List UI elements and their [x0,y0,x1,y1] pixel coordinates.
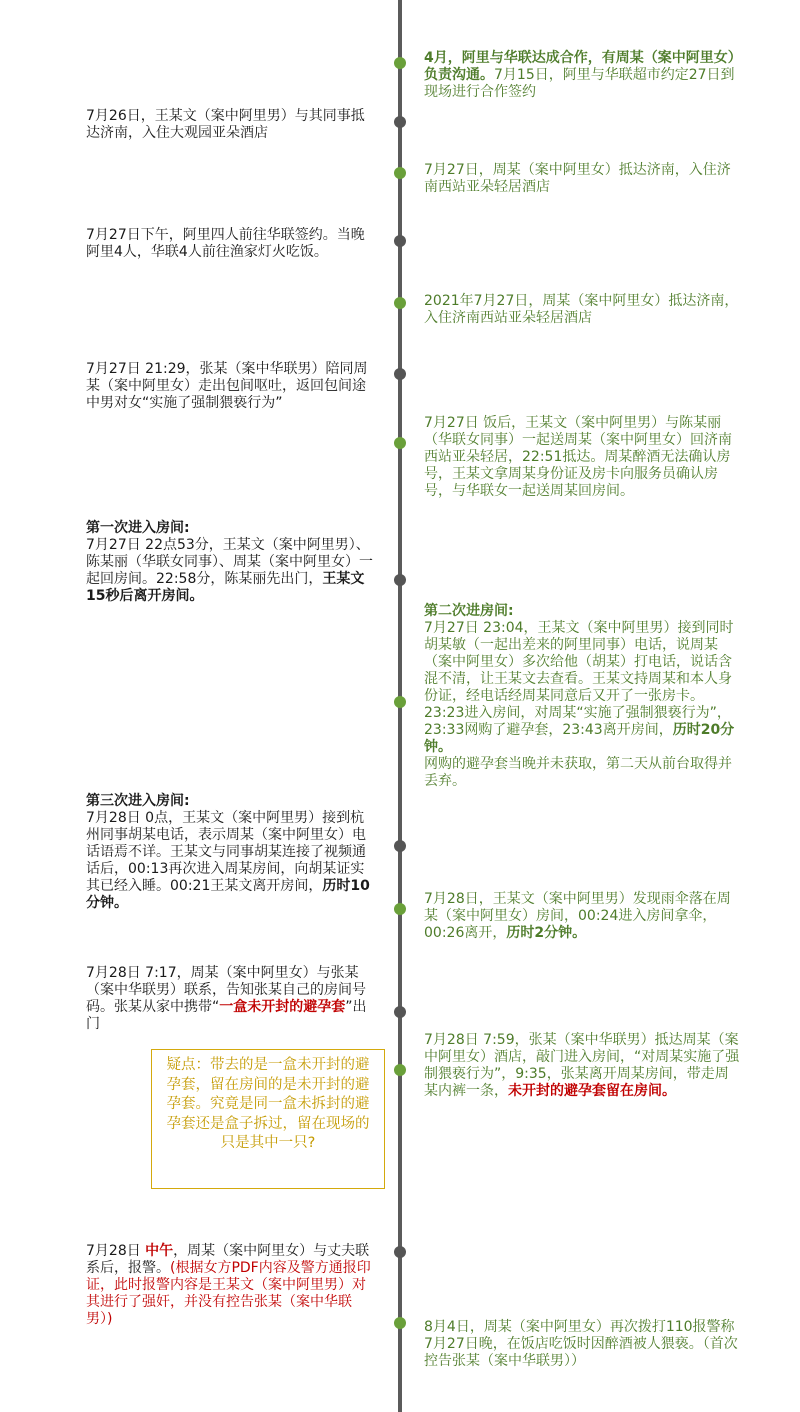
event-0727-arrival [424,162,742,196]
event-0726-arrival [86,108,378,142]
event-2021-0727-arrival [424,293,742,327]
event-duration: 历时20分钟。 [424,722,735,755]
event-0804-report [424,1319,742,1370]
event-text: 7月15日，阿里与华联超市约定27日到现场进行合作签约 [424,67,735,100]
event-first-entry [86,520,378,605]
event-text: 7月28日 0点，王某文（案中阿里男）接到杭州同事胡某电话，表示周某（案中阿里女）电话语焉不详。王某文与同事胡某连接了视频通话后，00:13再次进入周某房间，向胡某证实其已经入睡。00:21王某文离开房间， [86,810,366,894]
event-0728-noon-report [86,1243,378,1328]
event-highlight: 中午 [145,1243,174,1259]
timeline-dot [394,116,406,128]
event-duration: 王某文15秒后离开房间。 [86,571,365,604]
event-highlight: 一盒未开封的避孕套 [219,999,346,1015]
timeline-dot [394,1006,406,1018]
event-april-cooperation [424,50,742,101]
event-text: 7月27日 饭后，王某文（案中阿里男）与陈某丽（华联女同事）一起送周某（案中阿里女）回济南西站亚朵轻居，22:51抵达。周某醉酒无法确认房号，王某文拿周某身份证及房卡向服务员确认房号，与华联女一起送周某回房间。 [424,415,732,499]
timeline-dot [394,1317,406,1329]
event-duration: 历时2分钟。 [506,925,587,941]
doubt-note-box [151,1049,385,1189]
timeline-dot [394,297,406,309]
event-text: 7月27日 23:04，王某文（案中阿里男）接到同时胡某敏（一起出差来的阿里同事）电话，说周某（案中阿里女）多次给他（胡某）打电话，说话含混不清，让王某文去查看。王某文持周某和本人身份证，经电话经周某同意后又开了一张房卡。23:23进入房间，对周某“实施了强制猥亵行为”，23:33网购了避孕套，23:43离开房间， [424,620,734,738]
event-text: 7月28日 7:59，张某（案中华联男）抵达周某（案中阿里女）酒店，敲门进入房间，“对周某实施了强制猥亵行为”，9:35，张某离开周某房间，带走周某内裤一条， [424,1032,740,1099]
event-text: 4月，阿里与华联达成合作，有周某（案中阿里女）负责沟通。 [424,50,742,83]
event-highlight: 未开封的避孕套留在房间。 [508,1083,676,1099]
timeline-dot [394,696,406,708]
note-text: 疑点：带去的是一盒未开封的避孕套，留在房间的是未开封的避孕套。究竟是同一盒未拆封的避孕套还是盒子拆过，留在现场的只是其中一只? [166,1057,370,1151]
timeline-dot [394,1246,406,1258]
event-highlight: (根据女方PDF内容及警方通报印证，此时报警内容是王某文（案中阿里男）对其进行了强奸，并没有控告张某（案中华联男）) [86,1260,371,1327]
event-text: 网购的避孕套当晚并未获取，第二天从前台取得并丢弃。 [424,756,732,789]
event-0727-afternoon [86,227,378,261]
event-umbrella [424,891,742,942]
event-0727-2129 [86,361,378,412]
event-text: ，周某（案中阿里女）与丈夫联系后，报警。 [86,1243,370,1276]
event-0728-0717 [86,965,378,1033]
event-text: ”出门 [86,999,367,1032]
event-text: 7月26日，王某文（案中阿里男）与其同事抵达济南，入住大观园亚朵酒店 [86,108,365,141]
event-heading: 第三次进入房间: [86,793,190,809]
event-third-entry [86,793,378,912]
timeline-dot [394,903,406,915]
timeline-dot [394,167,406,179]
timeline-dot [394,368,406,380]
event-second-entry [424,603,742,790]
event-heading: 第一次进入房间: [86,520,190,536]
timeline-dot [394,1064,406,1076]
event-text: 7月28日 7:17，周某（案中阿里女）与张某（案中华联男）联系，告知张某自己的房间号码。张某从家中携带“ [86,965,366,1015]
timeline-dot [394,574,406,586]
event-text: 7月27日 21:29，张某（案中华联男）陪同周某（案中阿里女）走出包间呕吐，返回包间途中男对女“实施了强制猥亵行为” [86,361,368,411]
event-text: 7月28日 [86,1243,146,1259]
timeline-dot [394,840,406,852]
event-text: 7月28日，王某文（案中阿里男）发现雨伞落在周某（案中阿里女）房间，00:24进入房间拿伞，00:26离开， [424,891,731,941]
event-0728-0759 [424,1032,742,1100]
timeline-dot [394,57,406,69]
event-heading: 第二次进房间: [424,603,514,619]
event-text: 7月27日 22点53分，王某文（案中阿里男）、陈某丽（华联女同事）、周某（案中阿里女）一起回房间。22:58分，陈某丽先出门， [86,537,373,587]
event-0727-after-dinner [424,415,742,500]
event-text: 7月27日，周某（案中阿里女）抵达济南，入住济南西站亚朵轻居酒店 [424,162,731,195]
timeline-dot [394,437,406,449]
event-text: 7月27日下午，阿里四人前往华联签约。当晚阿里4人，华联4人前往渔家灯火吃饭。 [86,227,365,260]
event-text: 2021年7月27日，周某（案中阿里女）抵达济南，入住济南西站亚朵轻居酒店 [424,293,739,326]
event-duration: 历时10分钟。 [86,878,370,911]
event-text: 8月4日，周某（案中阿里女）再次拨打110报警称7月27日晚，在饭店吃饭时因醉酒被人猥亵。（首次控告张某（案中华联男）） [424,1319,738,1369]
timeline-dot [394,235,406,247]
